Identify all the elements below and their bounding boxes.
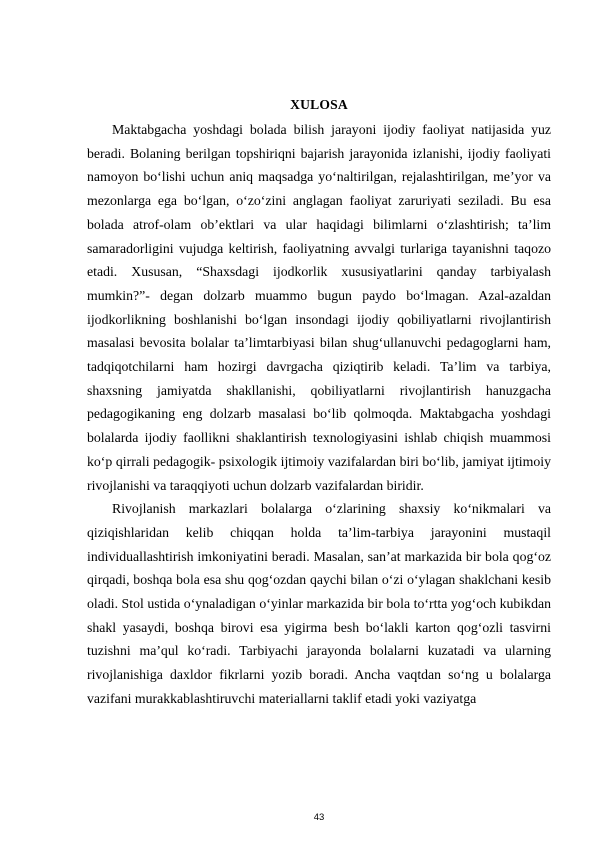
section-heading: XULOSA: [290, 97, 348, 112]
page-number: 43: [313, 812, 325, 823]
paragraph: Maktabgacha yoshdagi bolada bilish jarayoni ijodiy faoliyat natijasida yuz beradi. Bolaning berilgan topshiriqni bajarish jarayonida izlanishi, ijodiy faoliyati namoyon bo‘lishi uchun aniq maqsadga yo‘naltirilgan, rejalashtirilgan, me’yor va mezonlarga ega bo‘lgan, o‘zo‘zini anglagan faoliyat zaruriyati seziladi. Bu esa bolada atrof-olam ob’ektlari va ular haqidagi bilimlarni o‘zlashtirish; ta’lim samaradorligini vujudga keltirish, faoliyatning avvalgi turlariga tayanishni taqozo etadi. Xususan, “Shaxsdagi ijodkorlik xususiyatlarini qanday tarbiyalash mumkin?”- degan dolzarb muammo bugun paydo bo‘lmagan. Azal-azaldan ijodkorlikning boshlanishi bo‘lgan insondagi ijodiy qobiliyatlarni rivojlantirish masalasi bevosita bolalar ta’limtarbiyasi bilan shug‘ullanuvchi pedagoglarni ham, tadqiqotchilarni ham hozirgi davrgacha qiziqtirib keladi. Ta’lim va tarbiya, shaxsning jamiyatda shakllanishi, qobiliyatlarni rivojlantirish hanuzgacha pedagogikaning eng dolzarb masalasi bo‘lib qolmoqda. Maktabgacha yoshdagi bolalarda ijodiy faollikni shaklantirish texnologiyasini ishlab chiqish muammosi ko‘p qirrali pedagogik- psixologik ijtimoiy vazifalardan biri bo‘lib, jamiyat ijtimoiy rivojlanishi va taraqqiyoti uchun dolzarb vazifalardan biridir.: [87, 122, 551, 493]
body-text: [87, 118, 551, 711]
paragraph: Rivojlanish markazlari bolalarga o‘zlarining shaxsiy ko‘nikmalari va qiziqishlaridan kelib chiqqan holda ta’lim-tarbiya jarayonini mustaqil individuallashtirish imkoniyatini beradi. Masalan, san’at markazida bir bola qog‘oz qirqadi, boshqa bola esa shu qog‘ozdan qaychi bilan o‘zi o‘ylagan shaklchani kesib oladi. Stol ustida o‘ynaladigan o‘yinlar markazida bir bola to‘rtta yog‘och kubikdan shakl yasaydi, boshqa birovi esa yigirma besh bo‘lakli karton qog‘ozli tasvirni tuzishni ma’qul ko‘radi. Tarbiyachi jarayonda bolalarni kuzatadi va ularning rivojlanishiga daxldor fikrlarni yozib boradi. Ancha vaqtdan so‘ng u bolalarga vazifani murakkablashtiruvchi materiallarni taklif etadi yoki vaziyatga: [87, 501, 551, 706]
